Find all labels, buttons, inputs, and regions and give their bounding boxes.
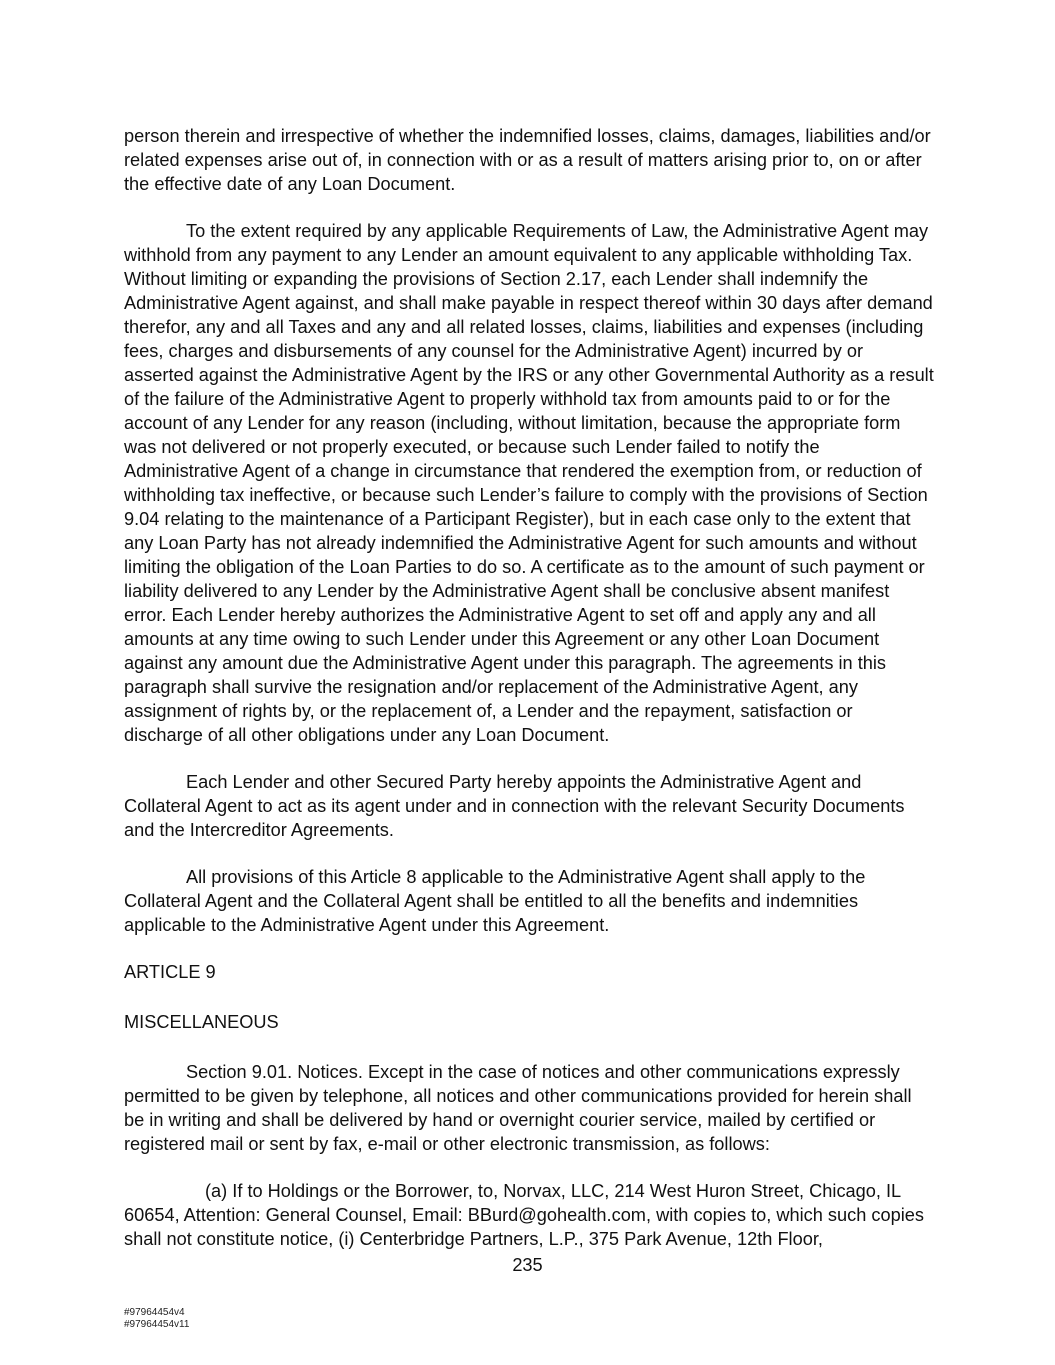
article-title: MISCELLANEOUS [124, 1012, 279, 1032]
article-heading [124, 959, 934, 1036]
page-number: 235 [512, 1255, 543, 1275]
paragraph-withholding-tax: To the extent required by any applicable Requirements of Law, the Administrative Agent may withhold from any payment to any Lender an amount equivalent to any applicable withholding Tax. Without limiting or expanding the provisions of Section 2.17, each Lender shall indemnify the Administrative Agent against, and shall make payable in respect thereof within 30 days after demand therefor, any and all Taxes and any and all related losses, claims, liabilities and expenses (including fees, charges and disbursements of any counsel for the Administrative Agent) incurred by or asserted against the Administrative Agent by the IRS or any other Governmental Authority as a result of the failure of the Administrative Agent to properly withhold tax from amounts paid to or for the account of any Lender for any reason (including, without limitation, because the appropriate form was not delivered or not properly executed, or because such Lender failed to notify the Administrative Agent of a change in circumstance that rendered the exemption from, or reduction of withholding tax ineffective, or because such Lender’s failure to comply with the provisions of Section 9.04 relating to the maintenance of a Participant Register), but in each case only to the extent that any Loan Party has not already indemnified the Administrative Agent for such amounts and without limiting the obligation of the Loan Parties to do so. A certificate as to the amount of such payment or liability delivered to any Lender by the Administrative Agent shall be conclusive absent manifest error. Each Lender hereby authorizes the Administrative Agent to set off and apply any and all amounts at any time owing to such Lender under this Agreement or any other Loan Document against any amount due the Administrative Agent under this paragraph. The agreements in this paragraph shall survive the resignation and/or replacement of the Administrative Agent, any assignment of rights by, or the replacement of, a Lender and the repayment, satisfaction or discharge of all other obligations under any Loan Document. [124, 221, 934, 745]
section-notices-paragraph: Section 9.01. Notices. Except in the case of notices and other communications expressly permitted to be given by telephone, all notices and other communications provided for herein shall be in writing and shall be delivered by hand or overnight courier service, mailed by certified or registered mail or sent by fax, e-mail or other electronic transmission, as follows: [124, 1062, 912, 1154]
document-id-version: #97964454v11 [124, 1319, 190, 1330]
document-id: #97964454v4 [124, 1307, 185, 1318]
paragraph-secured-party-appointment: Each Lender and other Secured Party hereby appoints the Administrative Agent and Collateral Agent to act as its agent under and in connection with the relevant Security Documents and the Intercreditor Agreements. [124, 772, 905, 840]
article-number: ARTICLE 9 [124, 962, 216, 982]
subsection-a-paragraph: (a) If to Holdings or the Borrower, to, Norvax, LLC, 214 West Huron Street, Chicago, IL 60654, Attention: General Counsel, Email: BBurd@gohealth.com, with copies to, which such copies shall not constitute notice, (i) Centerbridge Partners, L.P., 375 Park Avenue, 12th Floor, [124, 1181, 924, 1249]
document-body [124, 124, 934, 1274]
paragraph-collateral-agent-provisions: All provisions of this Article 8 applicable to the Administrative Agent shall apply to the Collateral Agent and the Collateral Agent shall be entitled to all the benefits and indemnities applicable to the Administrative Agent under this Agreement. [124, 867, 866, 935]
paragraph-continuation: person therein and irrespective of whether the indemnified losses, claims, damages, liabilities and/or related expenses arise out of, in connection with or as a result of matters arising prior to, on or after the effective date of any Loan Document. [124, 126, 931, 194]
